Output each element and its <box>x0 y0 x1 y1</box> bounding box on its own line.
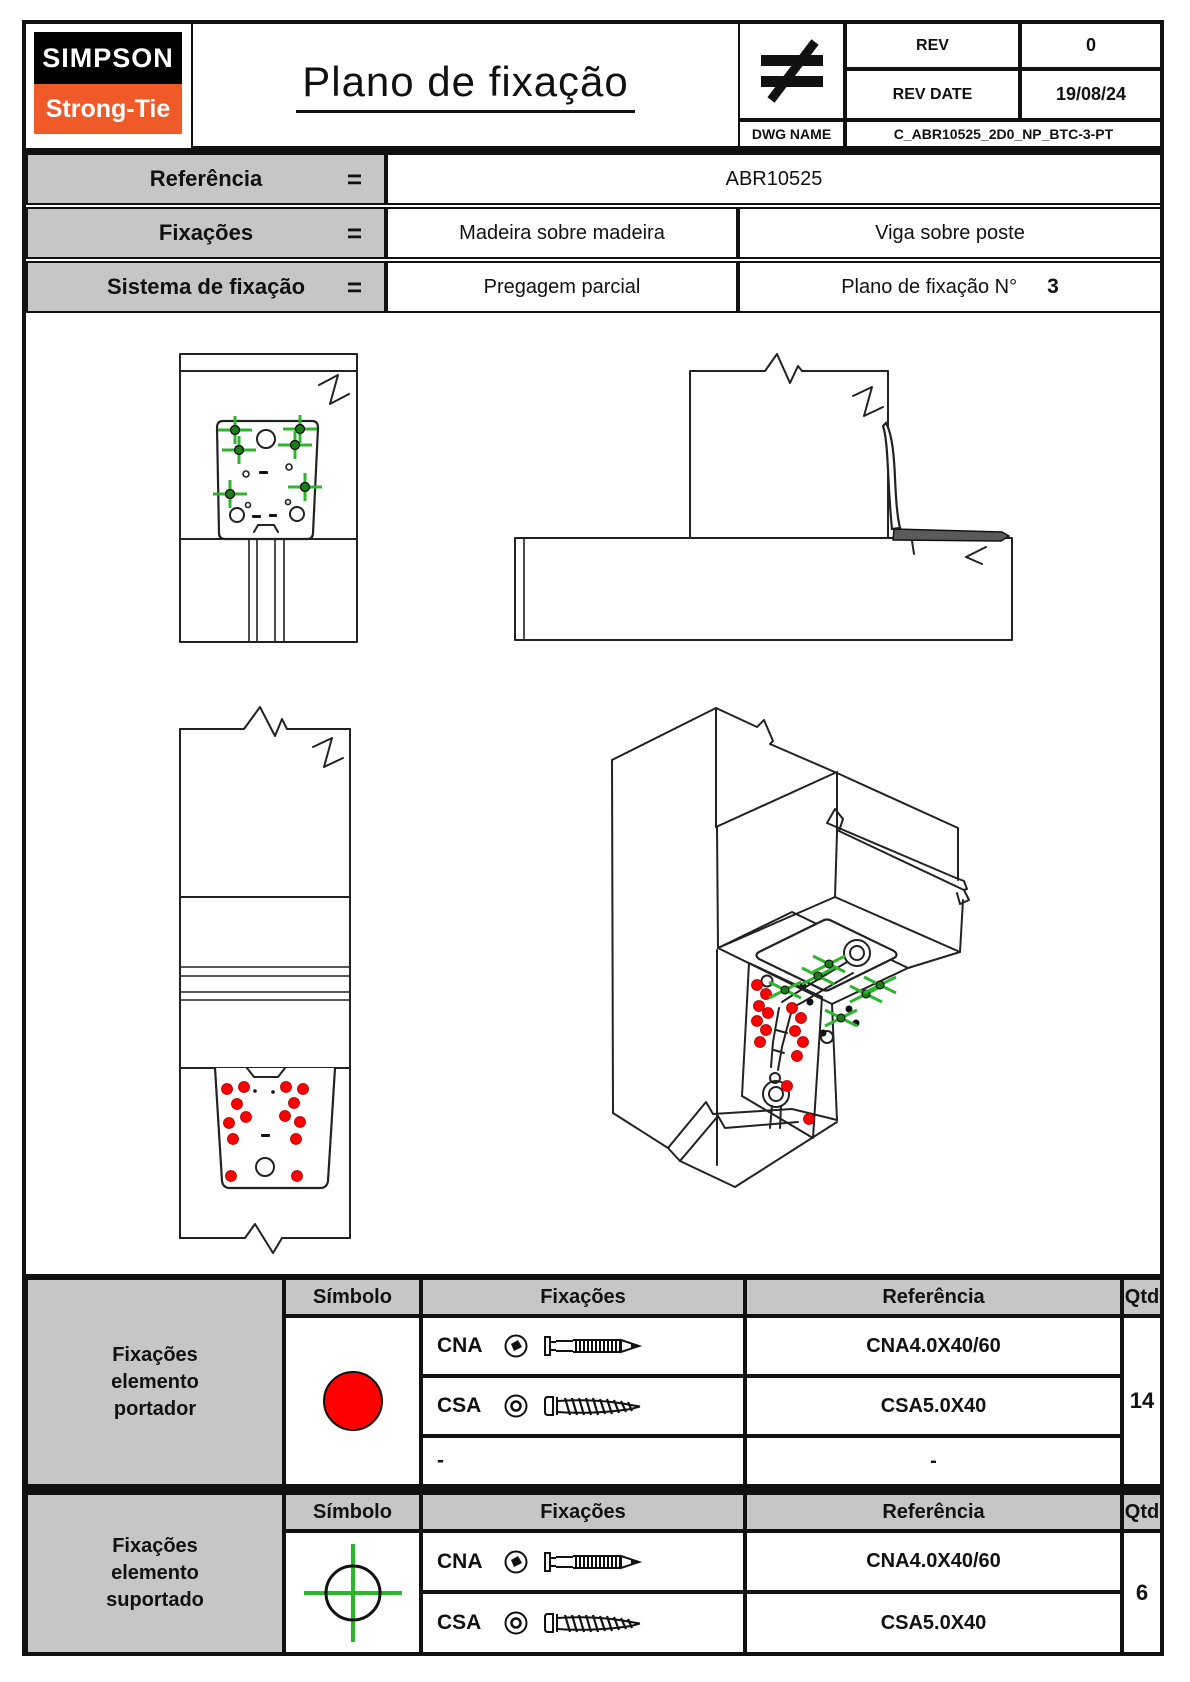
screw-side-view-icon <box>543 1393 651 1419</box>
rev-date-value: 19/08/24 <box>1020 69 1160 120</box>
nail-side-view-icon <box>543 1333 651 1359</box>
referencia-label-cell <box>26 153 386 205</box>
referencia-label: Referência <box>149 166 263 191</box>
page-title: Plano de fixação <box>191 24 740 148</box>
strongtie-logo: Strong-Tie <box>34 84 182 134</box>
break-symbol <box>313 738 343 767</box>
fixacoes-label: Fixações <box>158 220 254 245</box>
symbol-header: Símbolo <box>284 1278 421 1316</box>
side-view-drawing <box>513 350 1015 642</box>
front-view-drawing <box>178 352 360 644</box>
fixings-header: Fixações <box>421 1493 745 1531</box>
equals-sign: = <box>346 217 362 248</box>
projection-symbol-cell <box>738 24 845 120</box>
screw-side-view-icon <box>543 1610 651 1636</box>
red-dot-symbol <box>323 1371 383 1431</box>
nail-side-view-icon <box>543 1549 651 1575</box>
projection-symbol-icon <box>749 39 835 103</box>
fixacoes-value-1: Madeira sobre madeira <box>386 207 738 259</box>
sistema-label: Sistema de fixação <box>106 274 306 299</box>
equals-sign: = <box>346 271 362 302</box>
table-row <box>421 1436 745 1486</box>
plan-number-value: 3 <box>1047 275 1059 298</box>
reference-header: Referência <box>745 1493 1122 1531</box>
referencia-value: ABR10525 <box>386 153 1160 205</box>
carrier-symbol-cell <box>284 1316 421 1486</box>
table-row <box>421 1376 745 1436</box>
fastener-reference: CNA4.0X40/60 <box>745 1531 1122 1592</box>
fixacoes-label-cell <box>26 207 386 259</box>
fastener-reference: CSA5.0X40 <box>745 1592 1122 1652</box>
fastener-code: CNA <box>437 1549 483 1573</box>
fastener-code: CSA <box>437 1611 482 1634</box>
dwg-name-label: DWG NAME <box>738 120 845 148</box>
rev-date-label: REV DATE <box>845 69 1020 120</box>
supported-symbol-cell <box>284 1531 421 1652</box>
bracket-plate <box>215 1068 335 1188</box>
supported-qty: 6 <box>1122 1531 1160 1652</box>
logo-block <box>26 24 191 148</box>
csa-head-icon <box>503 1393 529 1419</box>
carrier-fixings-label: Fixações elemento portador <box>26 1278 284 1486</box>
break-symbol <box>853 387 883 416</box>
sistema-value-1: Pregagem parcial <box>386 261 738 313</box>
plan-view-drawing <box>178 695 354 1256</box>
rev-value: 0 <box>1020 24 1160 69</box>
supported-fixings-label: Fixações elemento suportado <box>26 1493 284 1652</box>
reference-header: Referência <box>745 1278 1122 1316</box>
qty-header: Qtd <box>1122 1278 1160 1316</box>
simpson-logo: SIMPSON <box>34 32 182 84</box>
drawing-area <box>26 313 1160 1274</box>
plan-number-label: Plano de fixação N° <box>841 275 1018 298</box>
break-symbol <box>716 708 837 773</box>
break-symbol <box>966 547 986 564</box>
carrier-qty: 14 <box>1122 1316 1160 1486</box>
symbol-header: Símbolo <box>284 1493 421 1531</box>
equals-sign: = <box>346 163 362 194</box>
drawing-sheet-frame <box>22 20 1164 1656</box>
isometric-view-drawing <box>560 690 990 1270</box>
dwg-name-value: C_ABR10525_2D0_NP_BTC-3-PT <box>845 120 1160 148</box>
table-separator <box>26 1486 1160 1493</box>
green-crosshair-symbol <box>298 1538 408 1648</box>
bracket-edge-profile <box>883 423 900 529</box>
bracket-flange-edge <box>893 529 1009 541</box>
qty-header: Qtd <box>1122 1493 1160 1531</box>
sistema-label-cell <box>26 261 386 313</box>
break-symbol <box>613 1102 837 1148</box>
table-row <box>421 1316 745 1376</box>
rev-label: REV <box>845 24 1020 69</box>
csa-head-icon <box>503 1610 529 1636</box>
cna-head-icon <box>503 1333 529 1359</box>
fixacoes-value-2: Viga sobre poste <box>738 207 1160 259</box>
fastener-code: CNA <box>437 1334 483 1357</box>
fastener-reference: CSA5.0X40 <box>745 1376 1122 1436</box>
fastener-code: CSA <box>437 1394 482 1417</box>
fixings-header: Fixações <box>421 1278 745 1316</box>
table-row <box>421 1531 745 1592</box>
break-symbol <box>319 375 349 404</box>
fastener-code: - <box>437 1449 444 1472</box>
post-outline <box>690 354 888 538</box>
plan-number-cell <box>738 261 1160 313</box>
table-row <box>421 1592 745 1652</box>
cna-head-icon <box>503 1549 529 1575</box>
fastener-reference: - <box>745 1436 1122 1486</box>
fastener-reference: CNA4.0X40/60 <box>745 1316 1122 1376</box>
